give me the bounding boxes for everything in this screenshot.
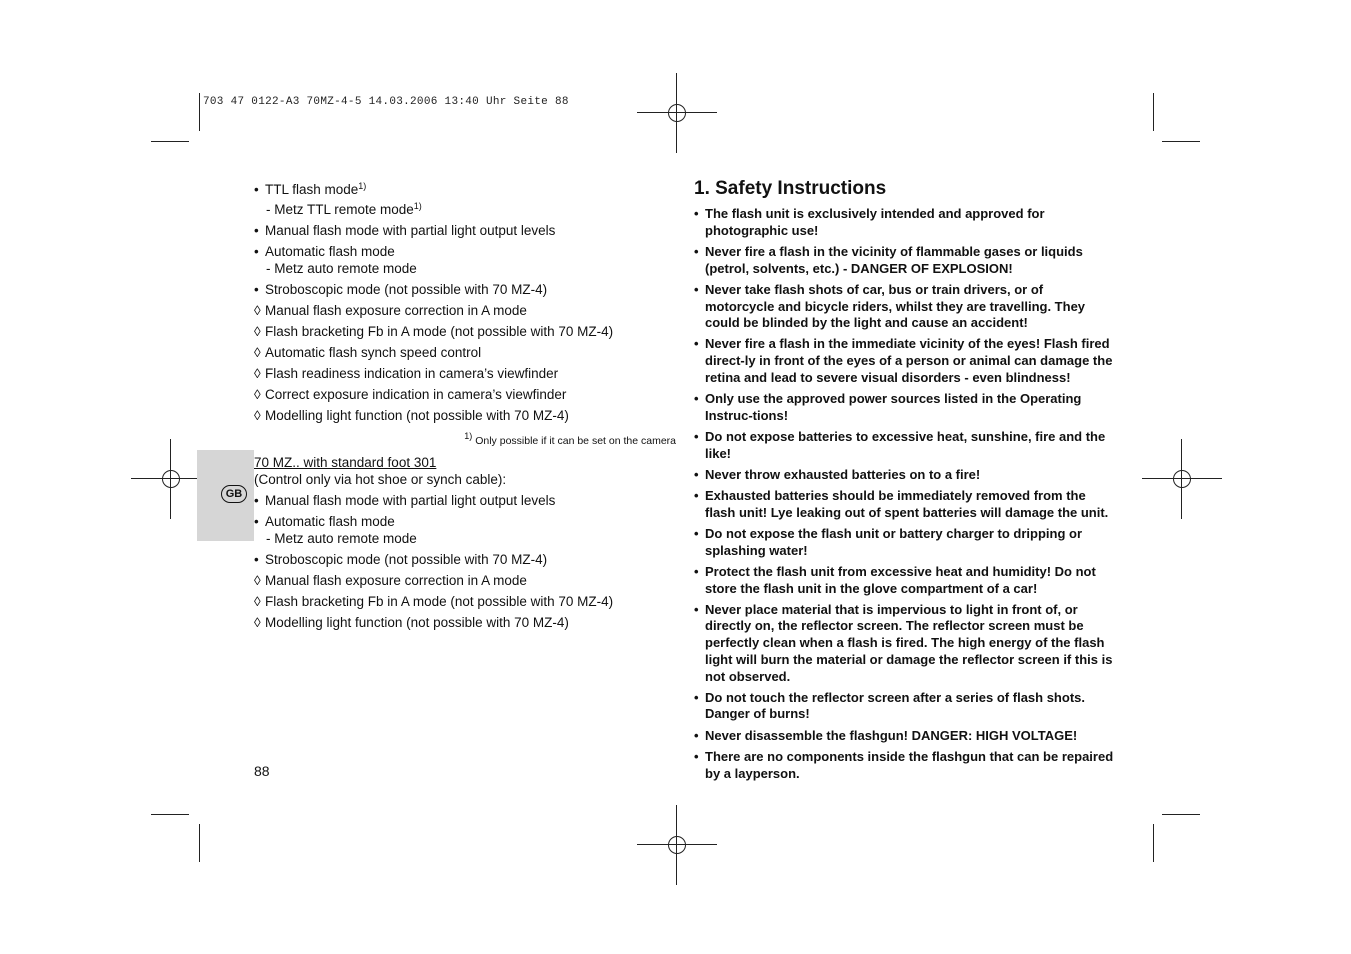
section-subheading: (Control only via hot shoe or synch cable): — [254, 472, 507, 487]
safety-item — [694, 602, 1116, 686]
safety-item-text: Never place material that is impervious to light in front of, or directly on, the reflector screen. The reflector screen must be perfectly clean when a flash is fired. The high energy of the flash light will burn the material or damage the reflector screen if this is not observed. — [705, 601, 1113, 684]
safety-item-text: Do not expose batteries to excessive heat, sunshine, fire and the like! — [705, 428, 1106, 461]
safety-item — [694, 690, 1116, 723]
bullet-icon: • — [254, 493, 259, 508]
safety-item — [694, 206, 1116, 239]
safety-item-text: Exhausted batteries should be immediately removed from the flash unit! Lye leaking out of spent batteries will damage the unit. — [705, 488, 1109, 520]
list-item-text: Modelling light function (not possible with 70 MZ-4) — [265, 615, 569, 630]
registration-mark-left — [151, 439, 191, 519]
list-item — [254, 551, 684, 568]
list-item-text: Manual flash exposure correction in A mode — [265, 573, 527, 588]
safety-item-text: Never fire a flash in the vicinity of flammable gases or liquids (petrol, solvents, etc.) - DANGER OF EXPLOSION! — [705, 243, 1083, 276]
list-item-text: Manual flash exposure correction in A mode — [265, 303, 527, 318]
diamond-icon: ◊ — [254, 387, 261, 402]
list-item — [254, 492, 684, 509]
registration-mark-bottom — [637, 825, 717, 865]
list-subitem-text: - Metz auto remote mode — [266, 531, 417, 546]
diamond-icon: ◊ — [254, 408, 261, 423]
crop-mark — [1153, 93, 1154, 131]
bullet-icon: • — [694, 727, 699, 743]
safety-item-text: Never fire a flash in the immediate vicinity of the eyes! Flash fired direct-ly in front of the eyes of a person or animal can damage the retina and lead to severe visual disorders - even blindness! — [705, 336, 1113, 385]
language-badge: GB — [221, 485, 247, 503]
safety-item — [694, 429, 1116, 462]
list-item-text: Flash readiness indication in camera’s viewfinder — [265, 366, 559, 381]
list-item — [254, 407, 684, 424]
bullet-icon: • — [254, 244, 259, 259]
registration-mark-right — [1162, 439, 1202, 519]
crop-mark — [1162, 141, 1200, 142]
list-item — [254, 302, 684, 319]
list-item — [254, 386, 684, 403]
safety-item — [694, 467, 1116, 484]
page-title: 1. Safety Instructions — [694, 178, 887, 199]
registration-mark-top — [637, 93, 717, 133]
bullet-icon: • — [694, 601, 699, 617]
safety-item-text: Never throw exhausted batteries on to a fire! — [705, 466, 981, 482]
safety-item-text: Only use the approved power sources listed in the Operating Instruc-tions! — [705, 391, 1082, 423]
diamond-icon: ◊ — [254, 594, 261, 609]
bullet-icon: • — [254, 552, 259, 567]
diamond-icon: ◊ — [254, 366, 261, 381]
diamond-icon: ◊ — [254, 324, 261, 339]
bullet-icon: • — [694, 391, 699, 407]
safety-item-text: Do not touch the reflector screen after a series of flash shots. Danger of burns! — [705, 689, 1085, 722]
bullet-icon: • — [254, 223, 259, 238]
bullet-icon: • — [694, 336, 699, 352]
safety-item — [694, 391, 1116, 424]
list-item-text: TTL flash mode — [265, 182, 359, 197]
bullet-icon: • — [694, 488, 699, 504]
bullet-icon: • — [694, 689, 699, 705]
bullet-icon: • — [694, 525, 699, 541]
feature-list-standard-foot — [254, 492, 684, 631]
bullet-icon: • — [694, 206, 699, 221]
safety-item — [694, 526, 1116, 559]
list-item — [254, 513, 684, 547]
list-item-text: Stroboscopic mode (not possible with 70 MZ-4) — [265, 282, 548, 297]
bullet-icon: • — [254, 182, 259, 197]
list-item-text: Correct exposure indication in camera’s viewfinder — [265, 387, 567, 402]
safety-item — [694, 749, 1116, 782]
list-item — [254, 572, 684, 589]
safety-item — [694, 564, 1116, 597]
bullet-icon: • — [694, 243, 699, 259]
diamond-icon: ◊ — [254, 303, 261, 318]
crop-mark — [199, 824, 200, 862]
safety-item — [694, 336, 1116, 386]
list-item-text: Stroboscopic mode (not possible with 70 MZ-4) — [265, 552, 548, 567]
crop-mark — [199, 93, 200, 131]
diamond-icon: ◊ — [254, 573, 261, 588]
right-column — [694, 178, 1116, 787]
crop-mark — [151, 814, 189, 815]
list-item — [254, 222, 684, 239]
bullet-icon: • — [694, 748, 699, 764]
crop-mark — [151, 141, 189, 142]
crop-mark — [1153, 824, 1154, 862]
language-tab — [197, 450, 254, 541]
feature-list — [254, 178, 684, 424]
footnote-ref: 1) — [413, 201, 422, 211]
list-subitem-text: - Metz TTL remote mode — [266, 202, 414, 217]
bullet-icon: • — [694, 563, 699, 579]
list-item-text: Manual flash mode with partial light output levels — [265, 493, 556, 508]
bullet-icon: • — [694, 281, 699, 297]
bullet-icon: • — [254, 282, 259, 297]
bullet-icon: • — [694, 466, 699, 482]
list-subitem — [254, 198, 684, 218]
list-item — [254, 344, 684, 361]
diamond-icon: ◊ — [254, 615, 261, 630]
safety-item — [694, 728, 1116, 745]
crop-mark — [1162, 814, 1200, 815]
footnote-ref: 1) — [358, 181, 367, 191]
list-subitem-text: - Metz auto remote mode — [266, 261, 417, 276]
list-item-text: Flash bracketing Fb in A mode (not possible with 70 MZ-4) — [265, 324, 614, 339]
list-item — [254, 178, 684, 218]
bullet-icon: • — [254, 514, 259, 529]
list-item-text: Manual flash mode with partial light output levels — [265, 223, 556, 238]
list-item — [254, 281, 684, 298]
safety-item-text: There are no components inside the flashgun that can be repaired by a layperson. — [705, 748, 1114, 781]
section-heading: 70 MZ.. with standard foot 301 — [254, 455, 437, 470]
list-item-text: Automatic flash mode — [265, 514, 395, 529]
list-item — [254, 614, 684, 631]
safety-item — [694, 282, 1116, 332]
list-item — [254, 365, 684, 382]
safety-item-text: Never disassemble the flashgun! DANGER: HIGH VOLTAGE! — [705, 727, 1078, 743]
list-item-text: Modelling light function (not possible with 70 MZ-4) — [265, 408, 569, 423]
list-subitem — [254, 530, 684, 547]
list-item — [254, 243, 684, 277]
safety-item-text: Protect the flash unit from excessive heat and humidity! Do not store the flash unit in the glove compartment of a car! — [705, 563, 1096, 596]
list-item — [254, 323, 684, 340]
list-subitem — [254, 260, 684, 277]
safety-item — [694, 244, 1116, 277]
list-item-text: Automatic flash mode — [265, 244, 395, 259]
safety-item-text: Do not expose the flash unit or battery charger to dripping or splashing water! — [705, 525, 1083, 558]
footnote: 1) Only possible if it can be set on the camera — [464, 431, 676, 447]
list-item — [254, 593, 684, 610]
safety-list — [694, 206, 1116, 782]
diamond-icon: ◊ — [254, 345, 261, 360]
safety-item — [694, 488, 1116, 521]
bullet-icon: • — [694, 428, 699, 444]
list-item-text: Flash bracketing Fb in A mode (not possible with 70 MZ-4) — [265, 594, 614, 609]
print-slug: 703 47 0122-A3 70MZ-4-5 14.03.2006 13:40 Uhr Seite 88 — [203, 96, 569, 108]
list-item-text: Automatic flash synch speed control — [265, 345, 482, 360]
safety-item-text: Never take flash shots of car, bus or train drivers, or of motorcycle and bicycle riders, whilst they are travelling. They could be blinded by the light and cause an accident! — [705, 281, 1086, 331]
safety-item-text: The flash unit is exclusively intended and approved for photographic use! — [705, 206, 1045, 238]
page-number: 88 — [254, 763, 270, 779]
left-column — [254, 178, 684, 635]
